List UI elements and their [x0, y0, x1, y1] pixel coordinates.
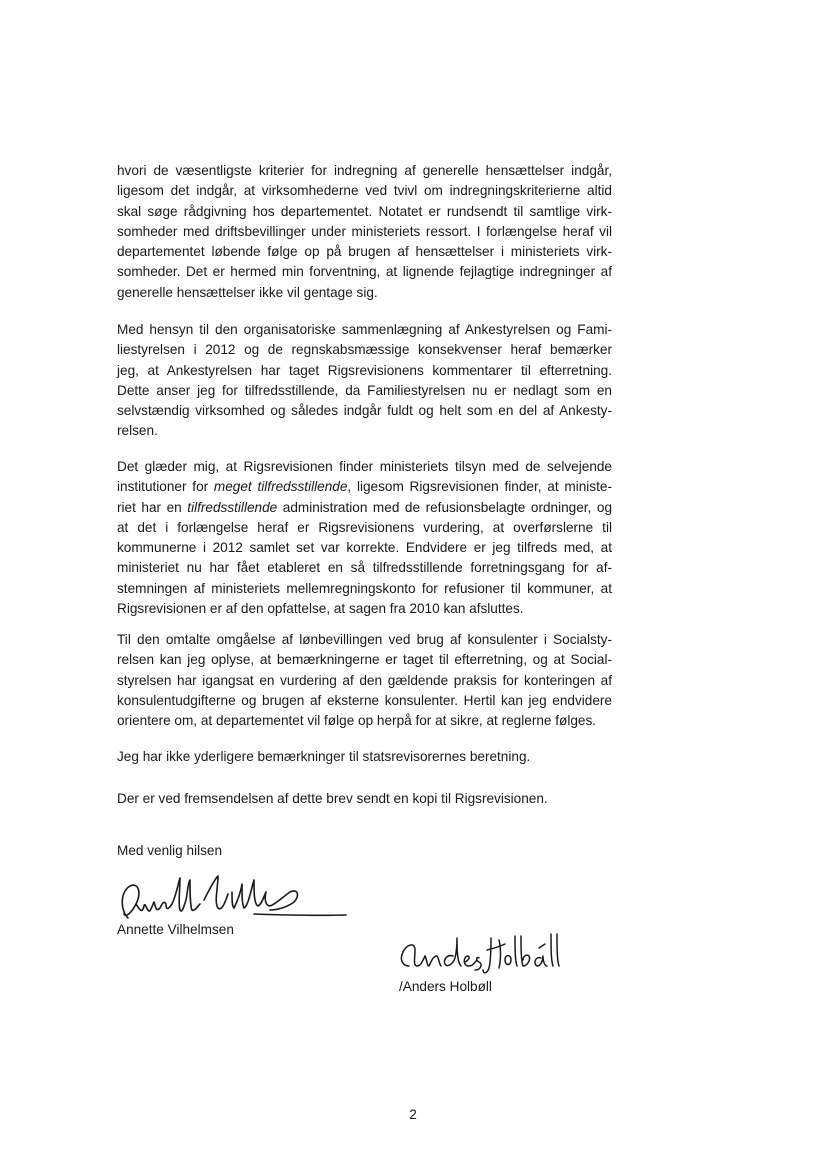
- text-line: somheder med driftsbevillinger under ministeriets ressort. I forlængelse heraf vil: [117, 223, 612, 239]
- text-line: kommunerne i 2012 samlet set var korrekte. Endvidere er jeg tilfreds med, at: [117, 540, 612, 556]
- text-line: ligesom det indgår, at virksomhederne ved tvivl om indregningskriterierne altid: [117, 183, 612, 199]
- text-line: styrelsen har igangsat en vurdering af den gældende praksis for konteringen af: [117, 672, 612, 688]
- text-line: stemningen af ministeriets mellemregningskonto for refusioner til kommuner, at: [117, 580, 612, 596]
- text-line: selvstændig virksomhed og således indgår fuldt og helt som en del af Ankesty-: [117, 403, 612, 419]
- text-line: Til den omtalte omgåelse af lønbevillingen ved brug af konsulenter i Socialsty-: [117, 632, 612, 647]
- text-fragment: , ligesom Rigsrevisionen finder, at ministe-: [347, 479, 612, 495]
- closing-salutation: Med venlig hilsen: [117, 843, 223, 858]
- text-line: Med hensyn til den organisatoriske sammenlægning af Ankestyrelsen og Fami-: [117, 322, 612, 337]
- paragraph-supervision: [117, 457, 612, 619]
- text-line: departementet løbende følge op på brugen af hensættelser i ministeriets virk-: [117, 244, 612, 260]
- text-line: skal søge rådgivning hos departementet. Notatet er rundsendt til samtlige virk-: [117, 203, 612, 219]
- text-line: hvori de væsentligste kriterier for indregning af generelle hensættelser indgår,: [117, 163, 612, 178]
- text-fragment: riet har en: [117, 499, 188, 515]
- paragraph-no-further-remarks: [117, 747, 612, 767]
- paragraph-provisions: [117, 161, 612, 303]
- text-line: [117, 477, 612, 497]
- text-line: orientere om, at departementet vil følge op herpå for at sikre, at reglerne følges.: [117, 713, 597, 729]
- text-line: at det i forlængelse heraf er Rigsrevisionens vurdering, at overførslerne til: [117, 519, 612, 535]
- text-fragment: administration med de refusionsbelagte ordninger, og: [277, 499, 613, 515]
- text-line: konsulentudgifterne og brugen af eksterne konsulenter. Hertil kan jeg endvidere: [117, 692, 612, 708]
- text-line: jeg, at Ankestyrelsen har taget Rigsrevisionens kommentarer til efterretning.: [117, 362, 612, 378]
- handwritten-signature-anders: [395, 926, 563, 978]
- text-line: Der er ved fremsendelsen af dette brev sendt en kopi til Rigsrevisionen.: [117, 791, 548, 806]
- paragraph-merger: [117, 320, 612, 442]
- paragraph-copy-note: [117, 789, 612, 809]
- text-line: generelle hensættelser ikke vil gentage sig.: [117, 284, 378, 300]
- paragraph-consultants: [117, 630, 612, 731]
- text-fragment: institutioner for: [117, 479, 214, 495]
- text-line: relsen.: [117, 423, 158, 439]
- text-line: somheder. Det er hermed min forventning, at lignende fejlagtige indregninger af: [117, 264, 612, 280]
- page-number: 2: [409, 1107, 417, 1122]
- text-line: [117, 498, 612, 518]
- text-line: Dette anser jeg for tilfredsstillende, da Familiestyrelsen nu er nedlagt som en: [117, 382, 612, 398]
- signer-name-2: /Anders Holbøll: [399, 979, 492, 994]
- signer-name-1: Annette Vilhelmsen: [117, 922, 234, 937]
- text-line: Rigsrevisionen er af den opfattelse, at sagen fra 2010 kan afsluttes.: [117, 601, 524, 617]
- text-line: liestyrelsen i 2012 og de regnskabsmæssige konsekvenser heraf bemærker: [117, 342, 612, 358]
- text-line: Jeg har ikke yderligere bemærkninger til statsrevisorernes beretning.: [117, 749, 531, 764]
- text-line: Det glæder mig, at Rigsrevisionen finder ministeriets tilsyn med de selvejende: [117, 459, 612, 474]
- text-line: ministeriet nu har fået etableret en så tilfredsstillende forretningsgang for af-: [117, 560, 612, 576]
- emphasis-text: meget tilfredsstillende: [213, 479, 348, 495]
- text-line: relsen kan jeg oplyse, at bemærkningerne er taget til efterretning, og at Social-: [117, 652, 612, 668]
- emphasis-text: tilfredsstillende: [187, 499, 278, 515]
